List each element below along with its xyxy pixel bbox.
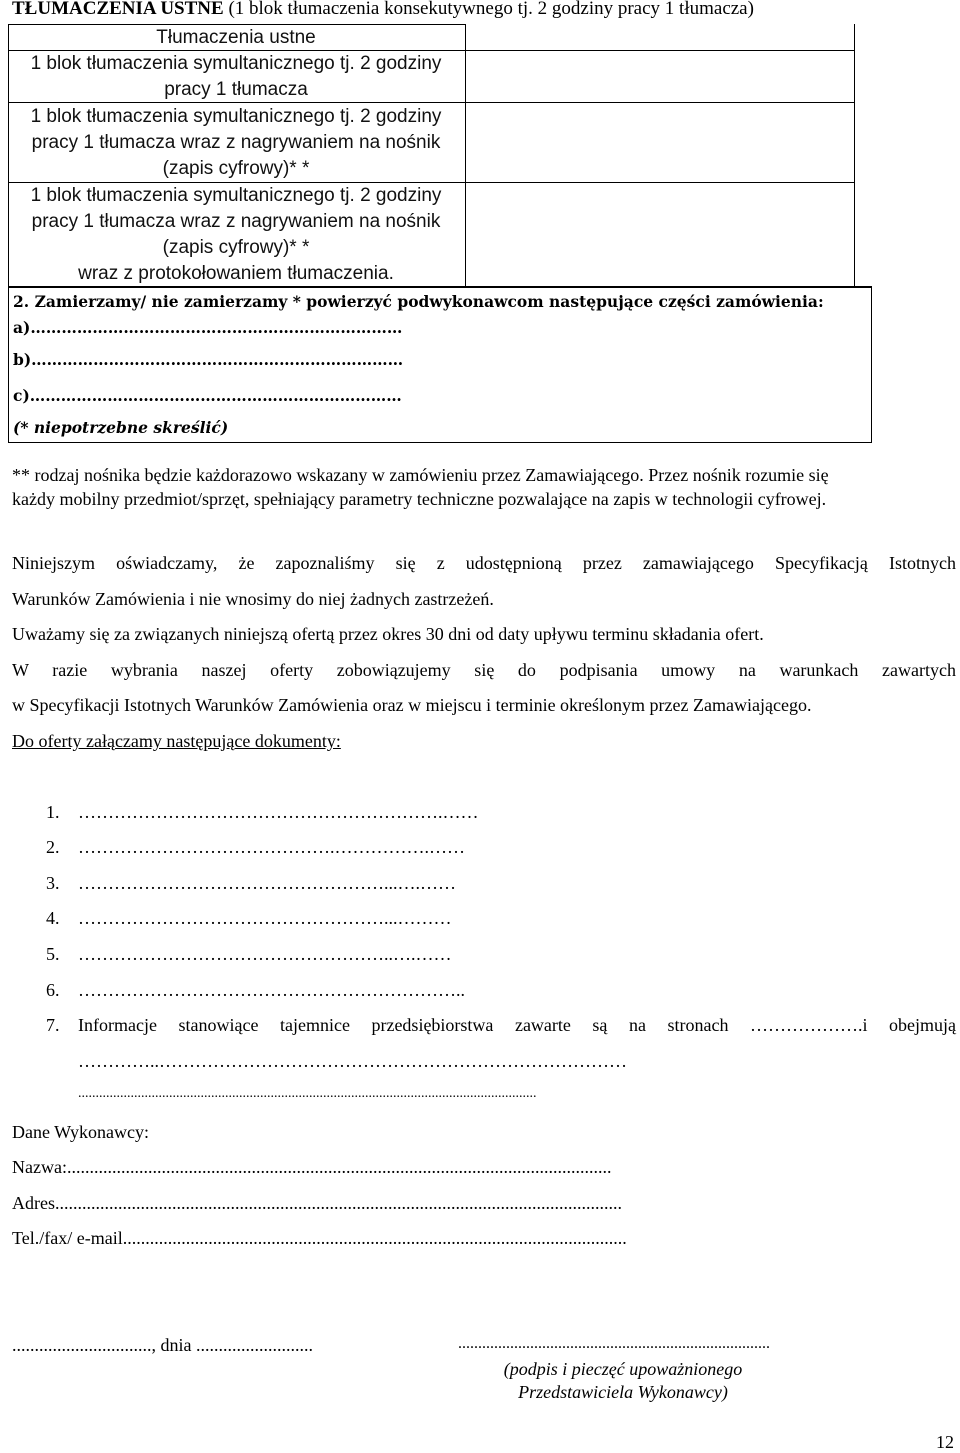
statement-paragraph: Uważamy się za związanych niniejszą ofertą przez okres 30 dni od daty upływu terminu składania ofert. (12, 624, 764, 644)
contractor-address-field: Adres.............................................................................................................................. (12, 1193, 622, 1213)
page-number: 12 (936, 1432, 954, 1452)
table-value-column (464, 24, 855, 286)
table-cell-line: pracy 1 tłumacza (164, 79, 308, 100)
contractor-contact-field: Tel./fax/ e-mail................................................................................................................ (12, 1228, 627, 1248)
attachment-field: ……………………………………………...….…… (78, 873, 456, 893)
footnote-line: ** rodzaj nośnika będzie każdorazowo wskazany w zamówieniu przez Zamawiającego. Przez nośnik rozumie się (12, 465, 829, 485)
table-cell-line: 1 blok tłumaczenia symultanicznego tj. 2 godziny (30, 53, 442, 74)
subcontract-item-c: c)……………………………………………………………… (13, 386, 402, 405)
attachment-number: 4. (46, 908, 60, 928)
attachment-number: 5. (46, 944, 60, 964)
table-cell-line: (zapis cyfrowy)* * (162, 158, 310, 179)
attachment-field: ……………………………………………..….…… (78, 944, 452, 964)
statement-paragraph: w Specyfikacji Istotnych Warunków Zamówienia oraz w miejscu i terminie określonym przez Zamawiającego. (12, 695, 812, 715)
attachment-field: ……………………………………………………….. (78, 980, 465, 1000)
table-cell-line: Tłumaczenia ustne (156, 27, 316, 48)
attachment-field: ……………………………………………...……… (78, 908, 452, 928)
trade-secret-field: ................................................................................................................................... (78, 1086, 537, 1101)
attachment-number: 7. (46, 1015, 60, 1035)
subcontract-box (8, 286, 872, 443)
footnote-line: każdy mobilny przedmiot/sprzęt, spełniający parametry techniczne pozwalające na zapis w technologii cyfrowej. (12, 489, 827, 509)
subcontract-item-a: a)……………………………………………………………… (13, 318, 403, 337)
attachment-number: 1. (46, 802, 60, 822)
table-cell-line: pracy 1 tłumacza wraz z nagrywaniem na nośnik (31, 211, 441, 232)
trade-secret-statement: Informacje stanowiące tajemnice przedsiębiorstwa zawarte są na stronach ……………….i obejmują (78, 1015, 956, 1035)
subcontract-note: (* niepotrzebne skreślić) (13, 418, 229, 437)
table-row (8, 104, 464, 182)
subcontract-heading: 2. Zamierzamy/ nie zamierzamy * powierzyć podwykonawcom następujące części zamówienia: (13, 292, 824, 311)
table-row (8, 183, 464, 287)
section-heading-detail: (1 blok tłumaczenia konsekutywnego tj. 2 godziny pracy 1 tłumacza) (223, 0, 754, 19)
statement-paragraph: W razie wybrania naszej oferty zobowiązujemy się do podpisania umowy na warunkach zawartych (12, 660, 956, 680)
attachments-heading: Do oferty załączamy następujące dokumenty: (12, 731, 341, 751)
table-row (8, 25, 464, 51)
attachment-number: 6. (46, 980, 60, 1000)
attachment-field: …………………………………….…………….…… (78, 837, 465, 857)
trade-secret-field: …………..…………………………………………………………………… (78, 1051, 627, 1071)
signature-caption: Przedstawiciela Wykonawcy) (518, 1382, 728, 1402)
attachment-number: 2. (46, 837, 60, 857)
statement-paragraph: Warunków Zamówienia i nie wnosimy do niej żadnych zastrzeżeń. (12, 589, 494, 609)
contractor-name-field: Nazwa:......................................................................................................................... (12, 1157, 612, 1177)
place-date-field: ..............................., dnia .......................... (12, 1335, 313, 1355)
table-cell-line: wraz z protokołowaniem tłumaczenia. (78, 263, 394, 284)
contractor-heading: Dane Wykonawcy: (12, 1122, 150, 1142)
table-cell-line: 1 blok tłumaczenia symultanicznego tj. 2 godziny (30, 106, 442, 127)
table-cell-line: 1 blok tłumaczenia symultanicznego tj. 2 godziny (30, 185, 442, 206)
signature-caption: (podpis i pieczęć upoważnionego (503, 1359, 743, 1379)
statement-paragraph: Niniejszym oświadczamy, że zapoznaliśmy się z udostępnioną przez zamawiającego Specyfikacją Istotnych (12, 553, 956, 573)
subcontract-item-b: b)……………………………………………………………… (13, 350, 404, 369)
section-heading (12, 0, 754, 20)
signature-field: .............................................................................. (458, 1335, 770, 1352)
attachment-field: …………………………………………………….…… (78, 802, 479, 822)
table-cell-line: (zapis cyfrowy)* * (162, 237, 310, 258)
attachment-number: 3. (46, 873, 60, 893)
section-heading-title: TŁUMACZENIA USTNE (12, 0, 224, 19)
translation-table (8, 24, 854, 286)
table-row (8, 51, 464, 103)
table-cell-line: pracy 1 tłumacza wraz z nagrywaniem na nośnik (31, 132, 441, 153)
